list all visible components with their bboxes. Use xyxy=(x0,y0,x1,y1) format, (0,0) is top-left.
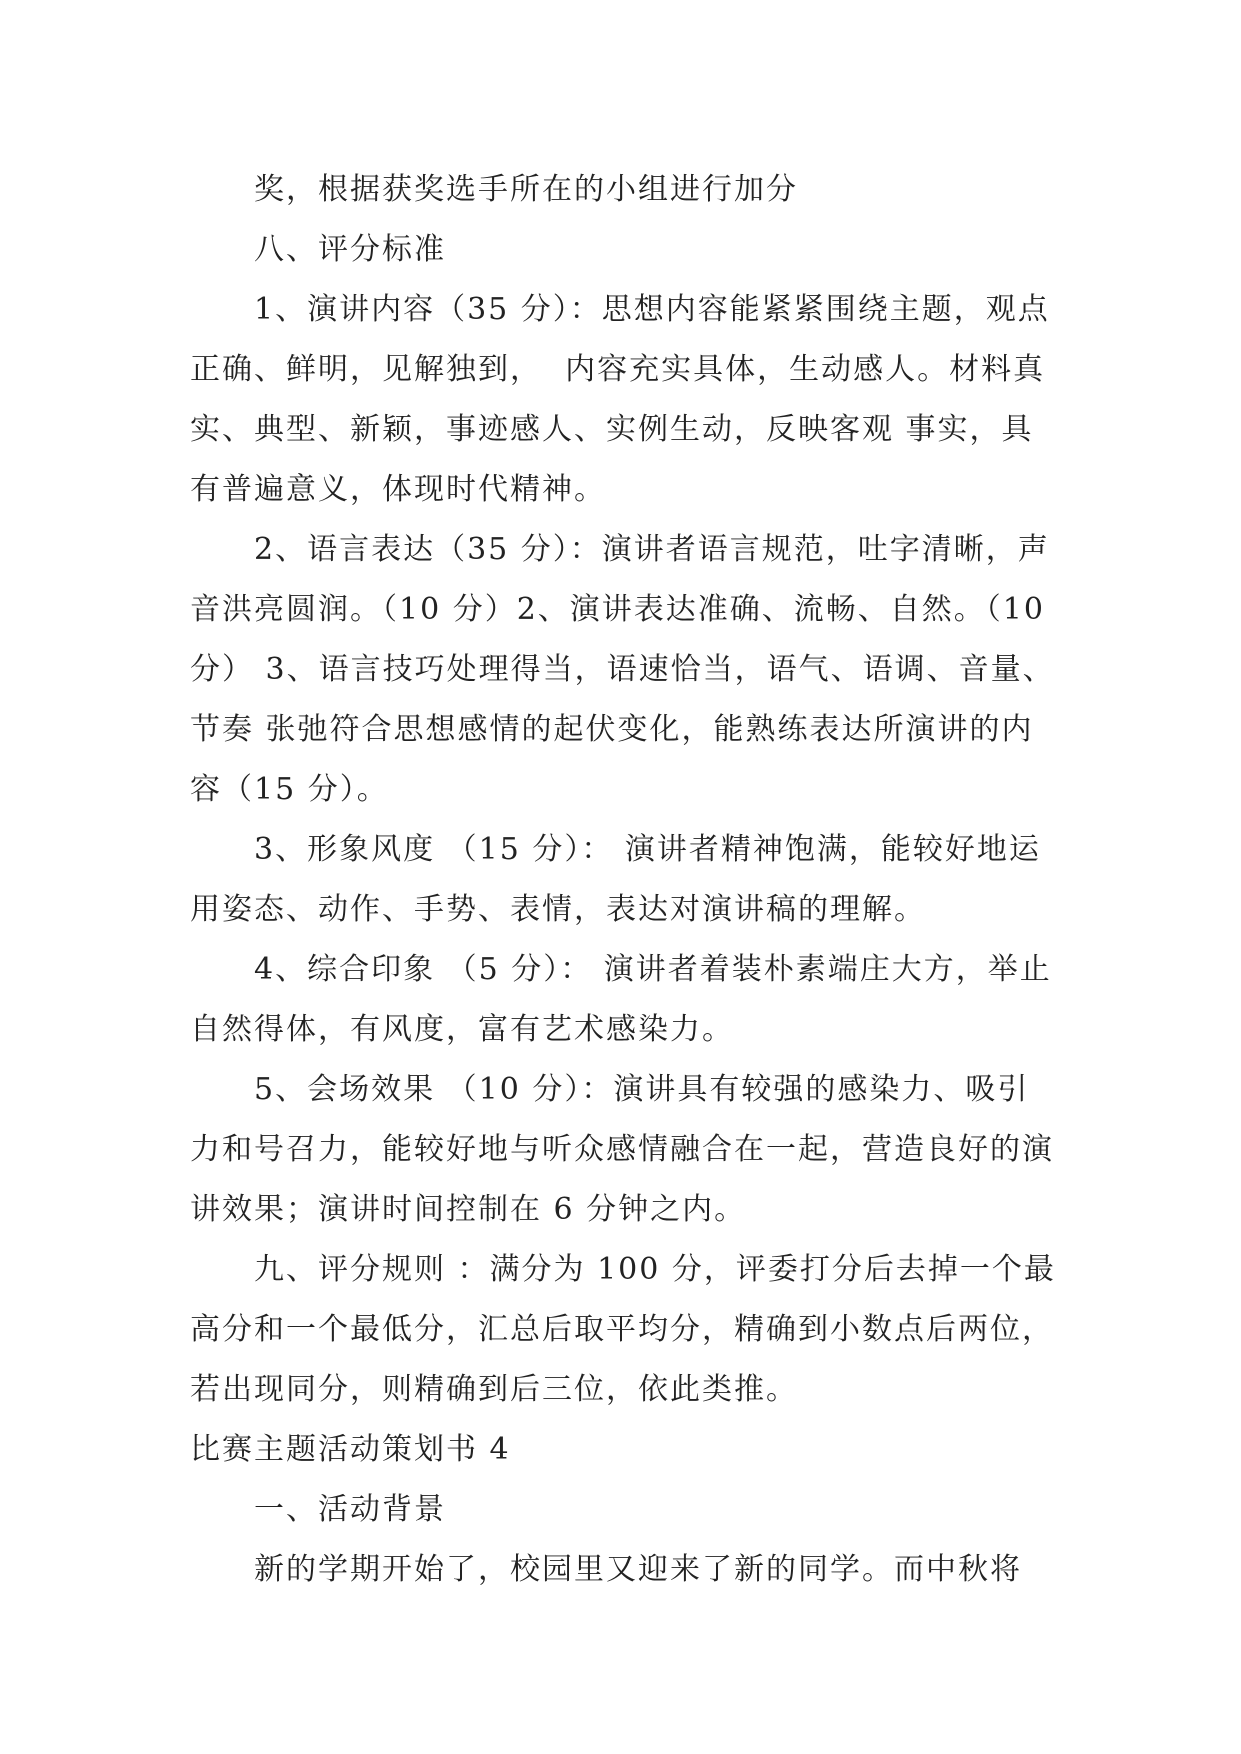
document-body xyxy=(190,160,1060,1600)
paragraph-scoring-rules: 九、评分规则 ：满分为 100 分，评委打分后去掉一个最高分和一个最低分，汇总后取平均分，精确到小数点后两位，若出现同分，则精确到后三位，依此类推。 xyxy=(190,1252,1056,1407)
paragraph-venue-effect: 5、会场效果 （10 分）：演讲具有较强的感染力、吸引力和号召力，能较好地与听众感情融合在一起，营造良好的演讲效果；演讲时间控制在 6 分钟之内。 xyxy=(190,1072,1054,1227)
heading-scoring-criteria: 八、评分标准 xyxy=(254,232,446,267)
paragraph-speech-content: 1、演讲内容（35 分）：思想内容能紧紧围绕主题，观点正确、鲜明，见解独到， 内容充实具体，生动感人。材料真实、典型、新颖，事迹感人、实例生动，反映客观 事实，具有普遍意义，体现时代精神。 xyxy=(190,292,1050,507)
heading-activity-background: 一、活动背景 xyxy=(254,1492,446,1527)
paragraph-background-text: 新的学期开始了，校园里又迎来了新的同学。而中秋将 xyxy=(254,1552,1022,1587)
paragraph-image-demeanor: 3、形象风度 （15 分）： 演讲者精神饱满，能较好地运用姿态、动作、手势、表情，表达对演讲稿的理解。 xyxy=(190,832,1041,927)
paragraph-language-expression: 2、语言表达（35 分）：演讲者语言规范，吐字清晰，声音洪亮圆润。（10 分）2、演讲表达准确、流畅、自然。（10 分） 3、语言技巧处理得当，语速恰当，语气、语调、音量、节奏 张弛符合思想感情的起伏变化，能熟练表达所演讲的内容（15 分）。 xyxy=(190,532,1057,807)
paragraph-award-note: 奖，根据获奖选手所在的小组进行加分 xyxy=(254,172,798,207)
paragraph-overall-impression: 4、综合印象 （5 分）： 演讲者着装朴素端庄大方，举止自然得体，有风度，富有艺术感染力。 xyxy=(190,952,1052,1047)
section-title: 比赛主题活动策划书 4 xyxy=(190,1432,511,1467)
